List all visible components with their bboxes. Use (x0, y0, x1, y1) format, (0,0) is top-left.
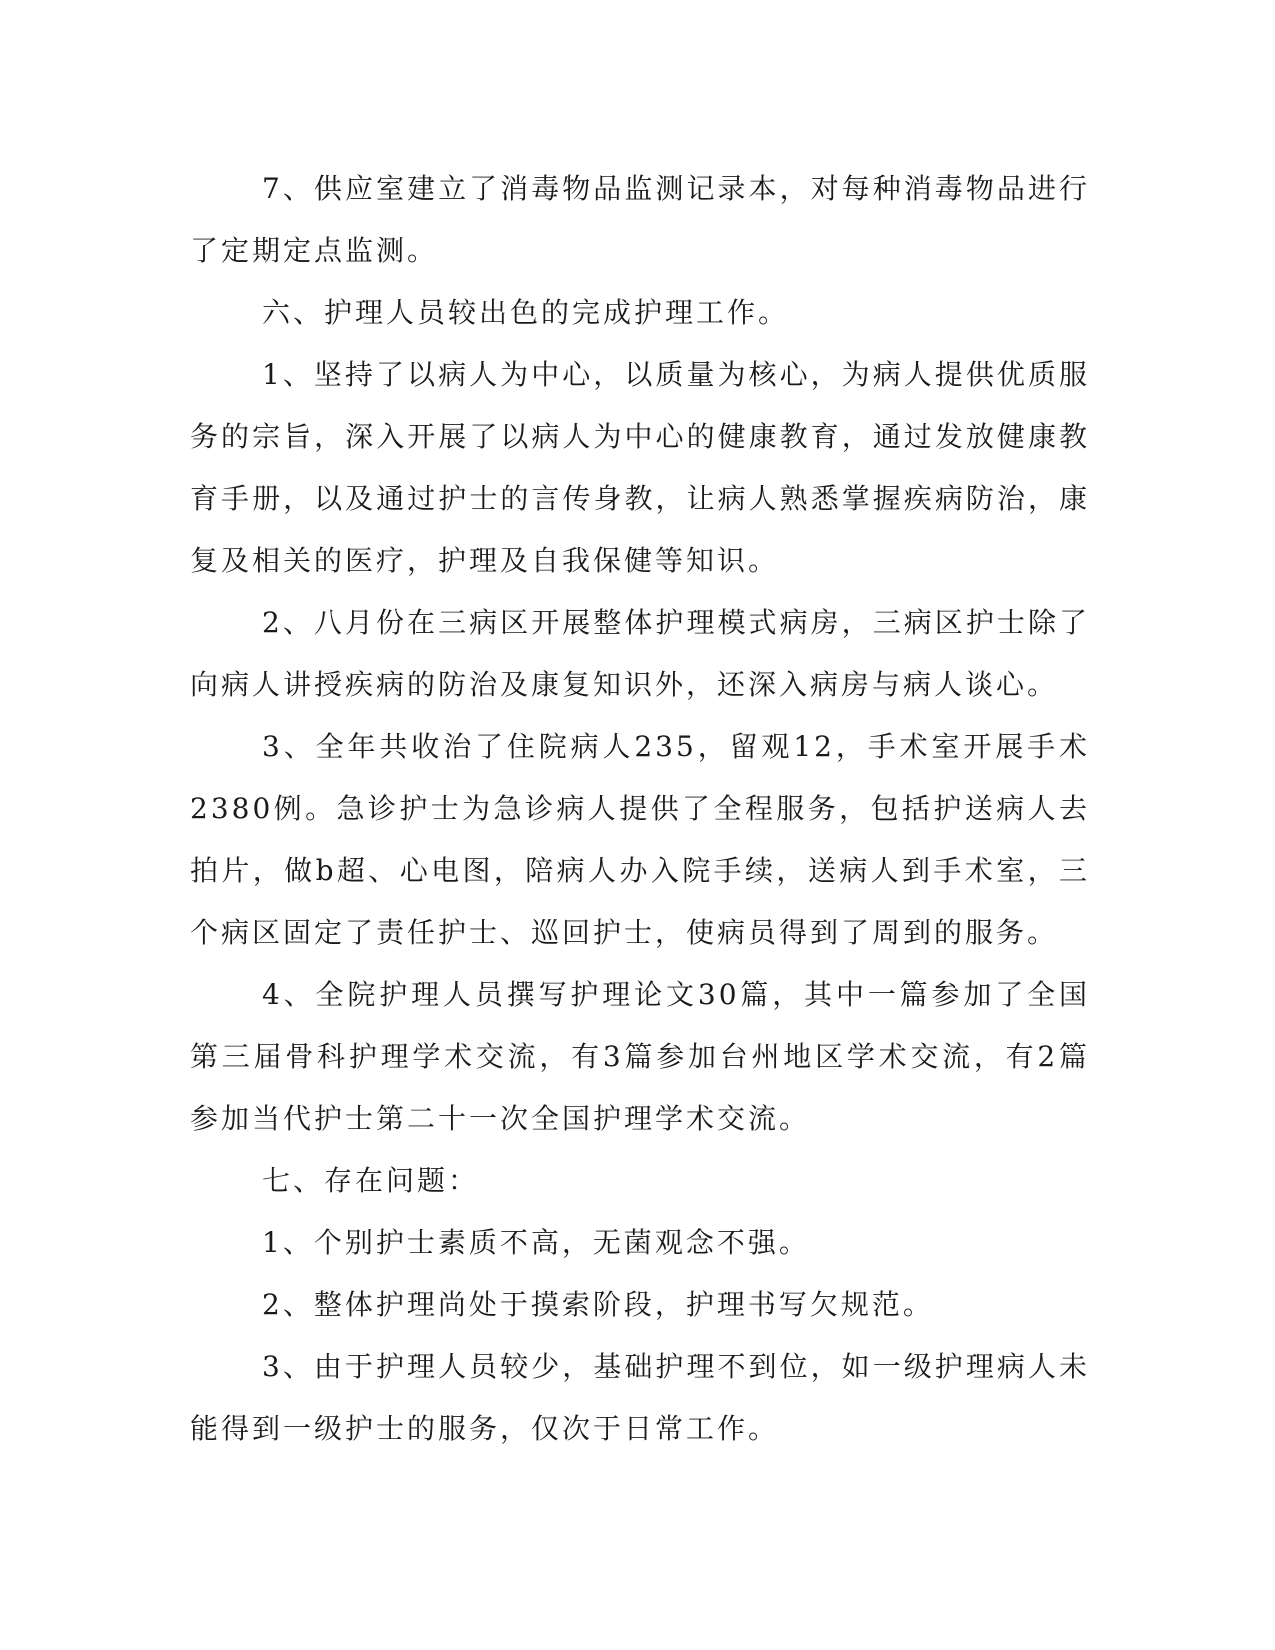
paragraph-holistic-nursing-ward: 2、八月份在三病区开展整体护理模式病房，三病区护士除了向病人讲授疾病的防治及康复知识外，还深入病房与病人谈心。 (190, 606, 1090, 701)
section-heading-problems: 七、存在问题： (262, 1164, 480, 1197)
paragraph-nursing-papers: 4、全院护理人员撰写护理论文30篇，其中一篇参加了全国第三届骨科护理学术交流，有3篇参加台州地区学术交流，有2篇参加当代护士第二十一次全国护理学术交流。 (190, 978, 1090, 1135)
paragraph-annual-statistics: 3、全年共收治了住院病人235，留观12，手术室开展手术2380例。急诊护士为急诊病人提供了全程服务，包括护送病人去拍片，做b超、心电图，陪病人办入院手续，送病人到手术室，三个病区固定了责任护士、巡回护士，使病员得到了周到的服务。 (190, 730, 1090, 949)
document-body (190, 158, 1090, 1460)
paragraph-patient-centered: 1、坚持了以病人为中心，以质量为核心，为病人提供优质服务的宗旨，深入开展了以病人为中心的健康教育，通过发放健康教育手册，以及通过护士的言传身教，让病人熟悉掌握疾病防治，康复及相关的医疗，护理及自我保健等知识。 (190, 358, 1090, 577)
paragraph-problem-1: 1、个别护士素质不高，无菌观念不强。 (262, 1226, 810, 1259)
paragraph-problem-2: 2、整体护理尚处于摸索阶段，护理书写欠规范。 (262, 1288, 934, 1321)
paragraph-problem-3: 3、由于护理人员较少，基础护理不到位，如一级护理病人未能得到一级护士的服务，仅次于日常工作。 (190, 1350, 1090, 1445)
paragraph-disinfection-monitoring: 7、供应室建立了消毒物品监测记录本，对每种消毒物品进行了定期定点监测。 (190, 172, 1090, 267)
section-heading-nursing-work: 六、护理人员较出色的完成护理工作。 (262, 296, 790, 329)
